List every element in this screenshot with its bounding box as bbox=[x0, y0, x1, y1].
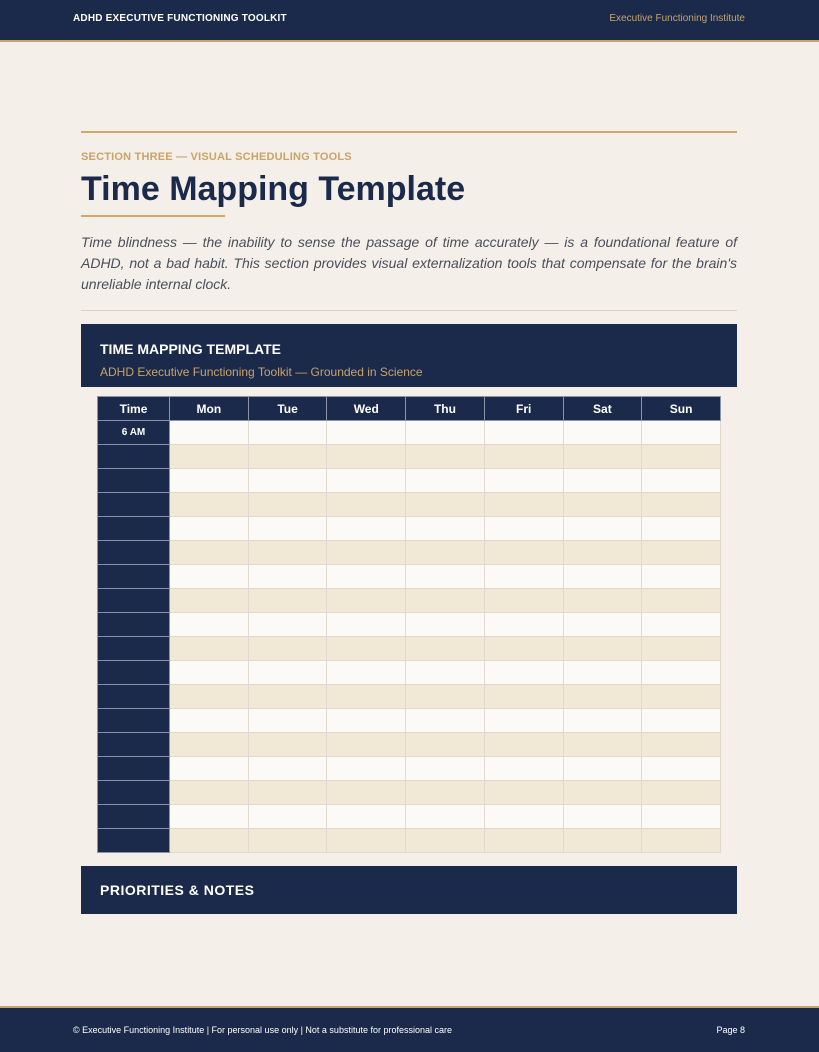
schedule-cell bbox=[642, 733, 721, 757]
schedule-cell bbox=[170, 661, 249, 685]
table-row bbox=[98, 565, 721, 589]
schedule-cell bbox=[484, 469, 563, 493]
table-row bbox=[98, 733, 721, 757]
main-content bbox=[81, 131, 737, 914]
schedule-cell bbox=[327, 541, 406, 565]
schedule-cell bbox=[642, 661, 721, 685]
time-slot-label bbox=[98, 829, 170, 853]
schedule-cell bbox=[170, 517, 249, 541]
schedule-cell bbox=[327, 421, 406, 445]
table-row bbox=[98, 757, 721, 781]
schedule-cell bbox=[563, 421, 642, 445]
table-body bbox=[98, 421, 721, 853]
column-header-sun: Sun bbox=[642, 397, 721, 421]
schedule-cell bbox=[170, 685, 249, 709]
schedule-cell bbox=[248, 493, 327, 517]
schedule-cell bbox=[170, 469, 249, 493]
page-title: Time Mapping Template bbox=[81, 170, 466, 208]
table-row bbox=[98, 637, 721, 661]
schedule-cell bbox=[327, 469, 406, 493]
schedule-cell bbox=[484, 733, 563, 757]
schedule-cell bbox=[642, 589, 721, 613]
time-slot-label bbox=[98, 685, 170, 709]
document-footer bbox=[0, 1006, 819, 1052]
schedule-cell bbox=[563, 613, 642, 637]
intro-divider bbox=[81, 310, 737, 311]
schedule-cell bbox=[170, 805, 249, 829]
schedule-cell bbox=[406, 445, 485, 469]
column-header-wed: Wed bbox=[327, 397, 406, 421]
schedule-cell bbox=[406, 805, 485, 829]
schedule-cell bbox=[406, 733, 485, 757]
schedule-cell bbox=[484, 421, 563, 445]
schedule-cell bbox=[563, 565, 642, 589]
section-intro: Time blindness — the inability to sense the passage of time accurately — is a foundational feature of ADHD, not a bad habit. This section provides visual externalization tools that compensate for the brain's unreliable internal clock. bbox=[81, 234, 737, 292]
column-header-mon: Mon bbox=[170, 397, 249, 421]
schedule-cell bbox=[406, 565, 485, 589]
schedule-cell bbox=[563, 445, 642, 469]
schedule-cell bbox=[170, 757, 249, 781]
schedule-cell bbox=[484, 589, 563, 613]
schedule-cell bbox=[484, 829, 563, 853]
time-mapping-table bbox=[97, 396, 721, 853]
table-row bbox=[98, 517, 721, 541]
schedule-cell bbox=[170, 565, 249, 589]
schedule-cell bbox=[170, 589, 249, 613]
schedule-cell bbox=[484, 445, 563, 469]
schedule-cell bbox=[642, 517, 721, 541]
schedule-cell bbox=[170, 637, 249, 661]
schedule-cell bbox=[248, 661, 327, 685]
time-slot-label bbox=[98, 781, 170, 805]
schedule-cell bbox=[327, 637, 406, 661]
time-slot-label bbox=[98, 469, 170, 493]
schedule-cell bbox=[642, 565, 721, 589]
column-header-time: Time bbox=[98, 397, 170, 421]
schedule-cell bbox=[327, 829, 406, 853]
time-slot-label bbox=[98, 757, 170, 781]
table-header-row bbox=[98, 397, 721, 421]
time-slot-label bbox=[98, 541, 170, 565]
schedule-cell bbox=[484, 757, 563, 781]
schedule-cell bbox=[642, 445, 721, 469]
schedule-cell bbox=[563, 517, 642, 541]
schedule-cell bbox=[406, 469, 485, 493]
table-row bbox=[98, 781, 721, 805]
schedule-cell bbox=[563, 541, 642, 565]
time-mapping-header bbox=[81, 324, 737, 387]
time-slot-label bbox=[98, 709, 170, 733]
schedule-cell bbox=[248, 781, 327, 805]
schedule-cell bbox=[642, 541, 721, 565]
schedule-cell bbox=[484, 565, 563, 589]
schedule-cell bbox=[406, 421, 485, 445]
schedule-cell bbox=[406, 589, 485, 613]
time-slot-label bbox=[98, 493, 170, 517]
document-header bbox=[0, 0, 819, 42]
schedule-cell bbox=[563, 829, 642, 853]
schedule-cell bbox=[327, 781, 406, 805]
schedule-cell bbox=[484, 541, 563, 565]
schedule-cell bbox=[563, 589, 642, 613]
schedule-cell bbox=[406, 517, 485, 541]
schedule-cell bbox=[327, 517, 406, 541]
schedule-cell bbox=[248, 829, 327, 853]
schedule-cell bbox=[248, 421, 327, 445]
column-header-tue: Tue bbox=[248, 397, 327, 421]
schedule-cell bbox=[484, 685, 563, 709]
schedule-cell bbox=[484, 661, 563, 685]
schedule-cell bbox=[170, 421, 249, 445]
section-label: SECTION THREE — VISUAL SCHEDULING TOOLS bbox=[81, 151, 352, 163]
table-row bbox=[98, 445, 721, 469]
time-slot-label bbox=[98, 613, 170, 637]
schedule-cell bbox=[406, 709, 485, 733]
table-row bbox=[98, 421, 721, 445]
schedule-cell bbox=[642, 709, 721, 733]
table-row bbox=[98, 709, 721, 733]
schedule-cell bbox=[170, 613, 249, 637]
time-mapping-title: TIME MAPPING TEMPLATE bbox=[100, 341, 281, 357]
header-toolkit-title: ADHD EXECUTIVE FUNCTIONING TOOLKIT bbox=[73, 13, 287, 24]
time-slot-label bbox=[98, 805, 170, 829]
table-row bbox=[98, 661, 721, 685]
schedule-cell bbox=[248, 733, 327, 757]
schedule-cell bbox=[484, 613, 563, 637]
schedule-cell bbox=[248, 805, 327, 829]
time-mapping-subtitle: ADHD Executive Functioning Toolkit — Grounded in Science bbox=[100, 365, 423, 379]
schedule-cell bbox=[170, 733, 249, 757]
schedule-cell bbox=[248, 517, 327, 541]
schedule-cell bbox=[563, 469, 642, 493]
schedule-cell bbox=[563, 757, 642, 781]
schedule-cell bbox=[406, 757, 485, 781]
schedule-cell bbox=[327, 565, 406, 589]
schedule-cell bbox=[406, 685, 485, 709]
schedule-cell bbox=[327, 445, 406, 469]
schedule-cell bbox=[170, 829, 249, 853]
schedule-cell bbox=[170, 709, 249, 733]
time-slot-label bbox=[98, 637, 170, 661]
schedule-cell bbox=[642, 757, 721, 781]
schedule-cell bbox=[642, 469, 721, 493]
schedule-cell bbox=[484, 709, 563, 733]
schedule-cell bbox=[248, 709, 327, 733]
footer-copyright: © Executive Functioning Institute | For personal use only | Not a substitute for professional care bbox=[73, 1025, 452, 1035]
column-header-sat: Sat bbox=[563, 397, 642, 421]
schedule-cell bbox=[642, 613, 721, 637]
schedule-cell bbox=[642, 805, 721, 829]
column-header-thu: Thu bbox=[406, 397, 485, 421]
schedule-cell bbox=[563, 637, 642, 661]
table-row bbox=[98, 541, 721, 565]
section-top-rule bbox=[81, 131, 737, 133]
table-row bbox=[98, 805, 721, 829]
schedule-cell bbox=[248, 589, 327, 613]
schedule-cell bbox=[248, 541, 327, 565]
table-row bbox=[98, 493, 721, 517]
schedule-cell bbox=[248, 469, 327, 493]
schedule-cell bbox=[642, 781, 721, 805]
schedule-cell bbox=[327, 661, 406, 685]
schedule-cell bbox=[327, 805, 406, 829]
schedule-cell bbox=[642, 685, 721, 709]
page-number: Page 8 bbox=[716, 1025, 745, 1035]
time-slot-label bbox=[98, 589, 170, 613]
time-slot-label bbox=[98, 445, 170, 469]
schedule-cell bbox=[170, 445, 249, 469]
time-slot-label bbox=[98, 661, 170, 685]
schedule-cell bbox=[484, 637, 563, 661]
table-row bbox=[98, 469, 721, 493]
schedule-cell bbox=[406, 541, 485, 565]
schedule-cell bbox=[563, 805, 642, 829]
schedule-cell bbox=[406, 661, 485, 685]
schedule-cell bbox=[406, 829, 485, 853]
schedule-cell bbox=[563, 781, 642, 805]
schedule-cell bbox=[563, 493, 642, 517]
time-slot-label bbox=[98, 733, 170, 757]
schedule-cell bbox=[327, 493, 406, 517]
table-row bbox=[98, 613, 721, 637]
schedule-cell bbox=[248, 613, 327, 637]
schedule-cell bbox=[248, 757, 327, 781]
schedule-cell bbox=[484, 493, 563, 517]
schedule-cell bbox=[484, 517, 563, 541]
time-slot-label bbox=[98, 565, 170, 589]
schedule-cell bbox=[484, 805, 563, 829]
schedule-cell bbox=[327, 589, 406, 613]
time-slot-label bbox=[98, 517, 170, 541]
schedule-cell bbox=[563, 685, 642, 709]
header-institute-name: Executive Functioning Institute bbox=[609, 13, 745, 24]
time-slot-label: 6 AM bbox=[98, 421, 170, 445]
schedule-cell bbox=[327, 757, 406, 781]
table-row bbox=[98, 589, 721, 613]
schedule-cell bbox=[170, 541, 249, 565]
schedule-cell bbox=[563, 661, 642, 685]
schedule-cell bbox=[406, 637, 485, 661]
schedule-cell bbox=[327, 613, 406, 637]
schedule-cell bbox=[642, 637, 721, 661]
schedule-cell bbox=[248, 685, 327, 709]
table-row bbox=[98, 829, 721, 853]
schedule-cell bbox=[642, 421, 721, 445]
schedule-cell bbox=[327, 685, 406, 709]
schedule-cell bbox=[327, 733, 406, 757]
schedule-cell bbox=[563, 733, 642, 757]
column-header-fri: Fri bbox=[484, 397, 563, 421]
priorities-notes-header: PRIORITIES & NOTES bbox=[81, 866, 737, 914]
schedule-cell bbox=[248, 565, 327, 589]
title-underline bbox=[81, 215, 225, 217]
schedule-cell bbox=[484, 781, 563, 805]
schedule-cell bbox=[248, 445, 327, 469]
table-row bbox=[98, 685, 721, 709]
schedule-cell bbox=[248, 637, 327, 661]
schedule-cell bbox=[327, 709, 406, 733]
schedule-cell bbox=[642, 829, 721, 853]
schedule-cell bbox=[406, 613, 485, 637]
schedule-cell bbox=[170, 781, 249, 805]
schedule-cell bbox=[642, 493, 721, 517]
schedule-cell bbox=[170, 493, 249, 517]
schedule-cell bbox=[406, 493, 485, 517]
schedule-cell bbox=[406, 781, 485, 805]
schedule-cell bbox=[563, 709, 642, 733]
